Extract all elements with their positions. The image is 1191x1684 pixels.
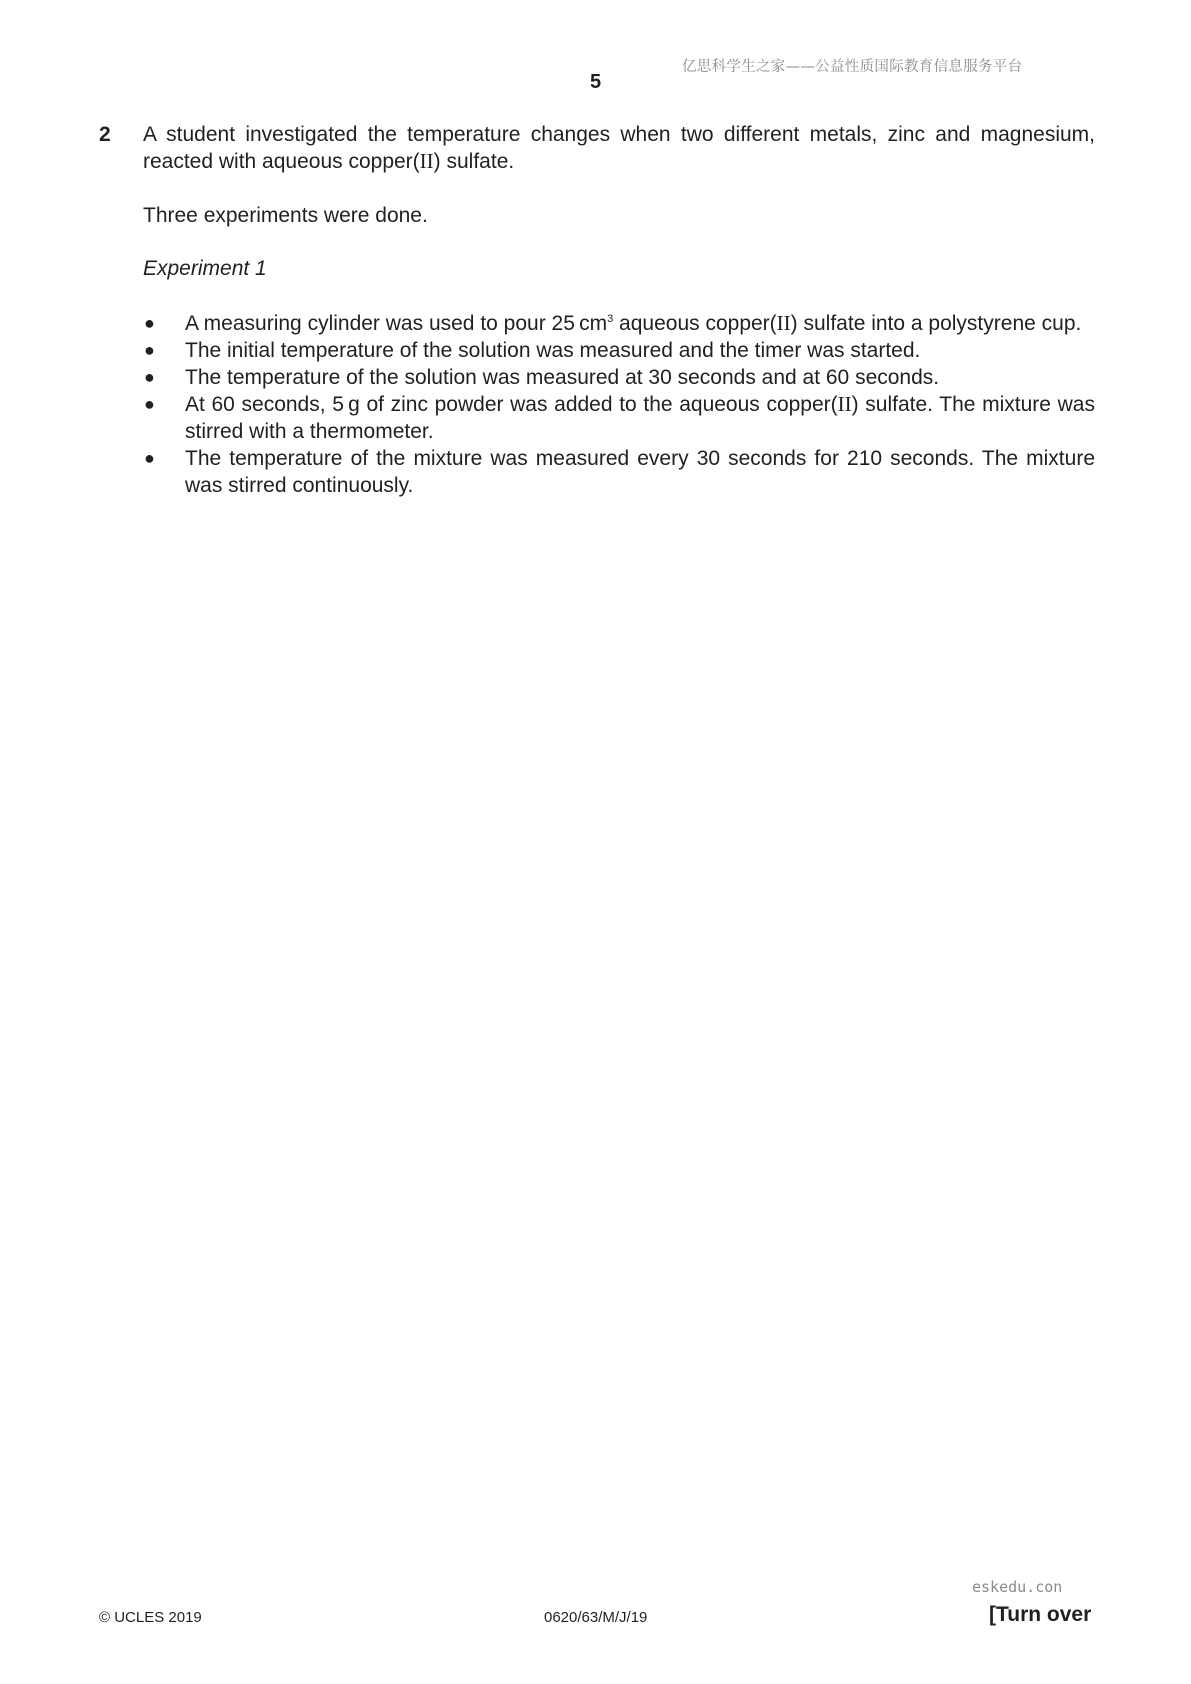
step-item: [143, 364, 1095, 391]
intro-roman-numeral: II: [419, 149, 434, 173]
page-number: 5: [589, 71, 602, 93]
copyright: © UCLES 2019: [99, 1609, 202, 1626]
turn-over: [Turn over: [989, 1603, 1092, 1626]
three-experiments-text: Three experiments were done.: [143, 204, 428, 227]
bullet-icon: ●: [144, 313, 155, 333]
experiment-1-heading: Experiment 1: [143, 257, 267, 280]
step-text: The temperature of the mixture was measured every 30 seconds for 210 seconds. The mixture was stirred continuously.: [185, 447, 1095, 497]
bullet-icon: ●: [144, 367, 155, 387]
step-text: aqueous copper(: [613, 312, 777, 335]
paper-code: 0620/63/M/J/19: [544, 1609, 648, 1626]
bullet-icon: ●: [144, 448, 155, 468]
question-intro: [143, 121, 1095, 175]
bullet-icon: ●: [144, 394, 155, 414]
superscript-3: 3: [607, 313, 614, 325]
question-number: 2: [99, 123, 111, 146]
step-text: ) sulfate. The mixture was stirred with a thermometer.: [185, 393, 1095, 443]
step-item: [143, 337, 1095, 364]
experiment-1-steps: [143, 310, 1095, 499]
bullet-icon: ●: [144, 340, 155, 360]
step-text: The initial temperature of the solution was measured and the timer was started.: [185, 339, 921, 362]
step-text: A measuring cylinder was used to pour 25 cm: [185, 312, 608, 335]
step-text: The temperature of the solution was measured at 30 seconds and at 60 seconds.: [185, 366, 940, 389]
intro-text-end: ) sulfate.: [433, 150, 515, 173]
footer-watermark: eskedu.con: [972, 1578, 1063, 1596]
step-item: [143, 310, 1095, 337]
step-text: At 60 seconds, 5 g of zinc powder was added to the aqueous copper(: [185, 393, 838, 416]
roman-numeral: II: [837, 392, 852, 416]
step-text: ) sulfate into a polystyrene cup.: [790, 312, 1082, 335]
step-item: [143, 445, 1095, 499]
roman-numeral: II: [776, 311, 791, 335]
intro-text-start: A student investigated the temperature changes when two different metals, zinc and magnesium, reacted with aqueous copper(: [143, 123, 1095, 173]
step-item: [143, 391, 1095, 445]
header-watermark: 亿思科学生之家——公益性质国际教育信息服务平台: [682, 59, 1023, 75]
